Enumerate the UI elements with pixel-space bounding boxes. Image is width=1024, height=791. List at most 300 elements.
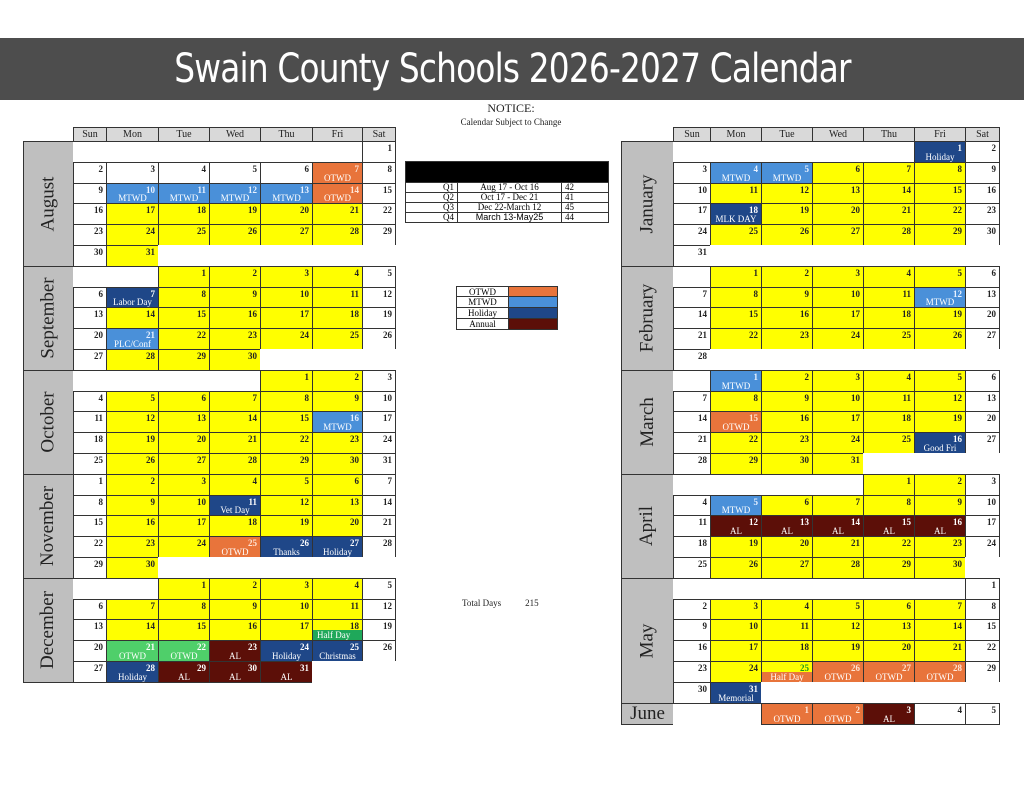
- quarter-range: Aug 17 - Oct 16: [458, 183, 562, 192]
- day-event-label: Vet Day: [220, 505, 250, 516]
- day-cell: [260, 474, 313, 496]
- day-cell: [106, 474, 159, 496]
- day-number: 8: [201, 600, 206, 611]
- legend-item-annual: [456, 319, 558, 330]
- day-number: 28: [383, 538, 392, 549]
- empty-day-cell: [312, 349, 363, 371]
- day-number: 13: [987, 392, 996, 403]
- empty-day-cell: [106, 141, 159, 163]
- day-cell: [73, 183, 107, 205]
- day-number: 27: [987, 434, 996, 445]
- day-number: 9: [804, 288, 809, 299]
- day-cell: [914, 515, 966, 537]
- empty-day-cell: [863, 349, 915, 371]
- day-cell: [209, 453, 261, 475]
- day-cell: [260, 203, 313, 225]
- total-days-value: 215: [525, 598, 539, 608]
- day-cell: [761, 328, 813, 350]
- day-number: 16: [248, 621, 257, 632]
- month-label-february: [621, 266, 674, 371]
- day-cell: [260, 183, 313, 205]
- empty-day-cell: [965, 557, 1000, 579]
- day-cell: [761, 266, 813, 288]
- day-cell: [761, 640, 813, 662]
- total-days-label: Total Days: [462, 598, 502, 608]
- day-cell: [761, 661, 813, 683]
- day-number: 10: [197, 496, 206, 507]
- day-number: 19: [749, 538, 758, 549]
- legend-swatch: [509, 319, 557, 329]
- empty-day-cell: [158, 245, 210, 267]
- quarter-row: [405, 213, 609, 223]
- day-number: 7: [387, 475, 392, 486]
- day-cell: [812, 162, 864, 184]
- weekday-header: Wed: [812, 127, 864, 142]
- day-cell: [965, 287, 1000, 309]
- day-number: 1: [957, 143, 962, 153]
- empty-day-cell: [812, 682, 864, 704]
- day-number: 12: [953, 288, 962, 299]
- day-cell: [914, 183, 966, 205]
- day-number: 3: [150, 163, 155, 174]
- day-cell: [362, 640, 396, 662]
- day-cell: [914, 141, 966, 163]
- day-event-label: AL: [229, 650, 241, 661]
- day-cell: [106, 224, 159, 246]
- day-cell: [863, 474, 915, 496]
- quarter-range: Dec 22-March 12: [458, 203, 562, 212]
- empty-day-cell: [73, 578, 107, 600]
- day-event-label: PLC/Conf: [113, 338, 151, 349]
- day-number: 25: [94, 455, 103, 465]
- weekday-header: Fri: [914, 127, 966, 142]
- day-cell: [260, 495, 313, 517]
- day-cell: [965, 307, 1000, 329]
- day-number: 24: [146, 226, 155, 237]
- day-number: 13: [800, 517, 809, 528]
- day-cell: [362, 328, 396, 350]
- day-cell: [710, 224, 762, 246]
- day-number: 2: [702, 600, 707, 611]
- day-cell: [312, 307, 363, 329]
- day-number: 20: [300, 205, 309, 216]
- day-cell: [209, 287, 261, 309]
- day-number: 9: [150, 496, 155, 507]
- month-label-november: [23, 474, 74, 579]
- day-cell: [710, 328, 762, 350]
- day-event-label: OTWD: [324, 193, 351, 204]
- empty-day-cell: [914, 682, 966, 704]
- day-number: 6: [855, 163, 860, 174]
- day-cell: [863, 536, 915, 558]
- day-number: 1: [201, 579, 206, 590]
- day-number: 17: [146, 205, 155, 216]
- day-cell: [673, 599, 711, 621]
- day-number: 23: [987, 205, 996, 216]
- empty-day-cell: [312, 661, 363, 683]
- day-cell: [73, 515, 107, 537]
- day-number: 31: [146, 247, 155, 257]
- day-cell: [761, 203, 813, 225]
- day-cell: [863, 328, 915, 350]
- day-number: 27: [851, 226, 860, 237]
- day-number: 26: [383, 330, 392, 341]
- day-number: 10: [698, 184, 707, 195]
- weekday-header: Thu: [863, 127, 915, 142]
- day-cell: [710, 599, 762, 621]
- day-number: 30: [800, 455, 809, 465]
- day-number: 6: [98, 288, 103, 299]
- day-cell: [812, 640, 864, 662]
- day-number: 13: [94, 621, 103, 632]
- day-number: 3: [991, 475, 996, 486]
- day-cell: [106, 515, 159, 537]
- day-number: 6: [804, 496, 809, 507]
- month-name: March: [636, 397, 658, 448]
- day-number: 20: [197, 434, 206, 445]
- day-number: 4: [753, 163, 758, 174]
- day-cell: [106, 661, 159, 683]
- day-cell: [312, 432, 363, 454]
- day-cell: [673, 391, 711, 413]
- day-cell: [965, 328, 1000, 350]
- day-cell: [812, 495, 864, 517]
- month-label-june: [621, 703, 674, 725]
- day-number: 8: [98, 496, 103, 507]
- day-cell: [209, 328, 261, 350]
- day-number: 16: [698, 642, 707, 653]
- day-number: 14: [698, 413, 707, 424]
- day-cell: [73, 599, 107, 621]
- day-number: 29: [197, 351, 206, 361]
- empty-day-cell: [965, 682, 1000, 704]
- day-number: 28: [902, 226, 911, 237]
- day-event-label: Holiday: [272, 650, 301, 661]
- day-number: 27: [800, 559, 809, 569]
- day-cell: [863, 495, 915, 517]
- total-days: [462, 598, 539, 608]
- day-cell: [260, 411, 313, 433]
- day-cell: [812, 370, 864, 392]
- empty-day-cell: [710, 578, 762, 600]
- day-cell: [362, 536, 396, 558]
- day-number: 20: [350, 517, 359, 528]
- day-number: 17: [851, 413, 860, 424]
- day-cell: [209, 307, 261, 329]
- day-cell: [863, 599, 915, 621]
- day-number: 16: [987, 184, 996, 195]
- day-number: 11: [248, 496, 257, 507]
- day-cell: [158, 266, 210, 288]
- day-number: 25: [749, 226, 758, 237]
- weekday-header: Sat: [362, 127, 396, 142]
- day-number: 25: [698, 559, 707, 569]
- day-number: 17: [197, 517, 206, 528]
- day-cell: [761, 162, 813, 184]
- day-number: 27: [350, 538, 359, 549]
- day-number: 2: [150, 475, 155, 486]
- day-number: 26: [146, 455, 155, 465]
- day-number: 14: [248, 413, 257, 424]
- day-number: 30: [248, 663, 257, 673]
- empty-day-cell: [362, 661, 396, 683]
- day-cell: [158, 183, 210, 205]
- legend-label: MTWD: [457, 297, 509, 307]
- legend-swatch: [509, 308, 557, 318]
- day-cell: [106, 391, 159, 413]
- day-number: 17: [851, 309, 860, 320]
- empty-day-cell: [863, 682, 915, 704]
- day-cell: [761, 287, 813, 309]
- day-number: 6: [304, 163, 309, 174]
- day-cell: [312, 370, 363, 392]
- day-cell: [158, 661, 210, 683]
- day-number: 4: [354, 579, 359, 590]
- empty-day-cell: [260, 557, 313, 579]
- day-number: 13: [902, 621, 911, 632]
- empty-day-cell: [673, 266, 711, 288]
- day-number: 29: [953, 226, 962, 237]
- day-number: 12: [800, 184, 809, 195]
- day-number: 9: [252, 600, 257, 611]
- day-number: 8: [753, 288, 758, 299]
- day-number: 24: [197, 538, 206, 549]
- day-cell: [812, 599, 864, 621]
- day-cell: [209, 432, 261, 454]
- day-number: 6: [991, 267, 996, 278]
- day-number: 14: [383, 496, 392, 507]
- day-cell: [965, 578, 1000, 600]
- day-cell: [312, 474, 363, 496]
- empty-day-cell: [673, 370, 711, 392]
- day-cell: [673, 203, 711, 225]
- day-number: 23: [248, 330, 257, 341]
- day-cell: [914, 266, 966, 288]
- day-cell: [965, 224, 1000, 246]
- day-number: 19: [851, 642, 860, 653]
- day-number: 17: [749, 642, 758, 653]
- day-number: 29: [902, 559, 911, 569]
- day-number: 30: [698, 683, 707, 694]
- quarters-table-header: [405, 161, 609, 183]
- day-number: 23: [94, 226, 103, 237]
- day-number: 18: [197, 205, 206, 216]
- day-event-label: Thanks: [273, 546, 300, 557]
- weekday-header: Mon: [106, 127, 159, 142]
- day-cell: [158, 453, 210, 475]
- day-cell: [260, 599, 313, 621]
- day-number: 26: [800, 226, 809, 237]
- day-number: 2: [957, 475, 962, 486]
- legend-label: Annual: [457, 319, 509, 329]
- notice-heading: NOTICE:: [487, 101, 535, 115]
- weekday-header: Wed: [209, 127, 261, 142]
- day-cell: [761, 453, 813, 475]
- notice-text: Calendar Subject to Change: [460, 117, 562, 127]
- month-name: November: [37, 486, 59, 567]
- day-number: 5: [991, 704, 996, 715]
- day-number: 11: [800, 621, 809, 632]
- day-cell: [812, 536, 864, 558]
- day-cell: [965, 370, 1000, 392]
- weekday-header: Mon: [710, 127, 762, 142]
- day-event-label: AL: [229, 671, 241, 682]
- day-cell: [158, 599, 210, 621]
- day-number: 17: [300, 309, 309, 320]
- day-cell: [158, 640, 210, 662]
- day-cell: [158, 224, 210, 246]
- weekday-header: Tue: [158, 127, 210, 142]
- day-cell: [73, 349, 107, 371]
- day-number: 24: [851, 434, 860, 445]
- day-cell: [863, 619, 915, 641]
- day-number: 23: [953, 538, 962, 549]
- day-cell: [914, 328, 966, 350]
- month-name: August: [37, 176, 59, 232]
- day-event-label: AL: [280, 671, 293, 682]
- day-cell: [362, 515, 396, 537]
- day-number: 21: [698, 330, 707, 341]
- day-number: 20: [94, 330, 103, 341]
- day-cell: [312, 536, 363, 558]
- day-event-label: OTWD: [722, 422, 750, 433]
- day-number: 16: [953, 517, 962, 528]
- day-cell: [965, 162, 1000, 184]
- day-number: 12: [146, 413, 155, 424]
- day-cell: [965, 203, 1000, 225]
- day-cell: [914, 411, 966, 433]
- day-event-label: OTWD: [324, 172, 351, 183]
- day-cell: [209, 266, 261, 288]
- day-event-label: OTWD: [773, 713, 801, 724]
- day-cell: [710, 640, 762, 662]
- day-cell: [673, 432, 711, 454]
- day-cell: [710, 682, 762, 704]
- day-cell: [914, 557, 966, 579]
- day-cell: [362, 599, 396, 621]
- day-number: 26: [248, 226, 257, 237]
- day-number: 8: [906, 496, 911, 507]
- empty-day-cell: [362, 245, 396, 267]
- legend-swatch: [509, 287, 557, 296]
- day-cell: [863, 391, 915, 413]
- day-number: 19: [383, 621, 392, 632]
- day-number: 7: [702, 288, 707, 299]
- day-number: 24: [300, 330, 309, 341]
- weekday-header: Thu: [260, 127, 313, 142]
- day-cell: [710, 287, 762, 309]
- day-number: 1: [804, 704, 809, 715]
- day-cell: [209, 599, 261, 621]
- day-cell: [209, 578, 261, 600]
- day-cell: [312, 453, 363, 475]
- day-cell: [863, 432, 915, 454]
- day-cell: [362, 578, 396, 600]
- day-event-label: OTWD: [170, 650, 198, 661]
- day-cell: [106, 495, 159, 517]
- day-cell: [863, 411, 915, 433]
- day-event-label: MTWD: [169, 193, 199, 204]
- day-number: 6: [98, 600, 103, 611]
- day-number: 30: [987, 226, 996, 237]
- quarter-label: Q4: [406, 213, 458, 222]
- day-cell: [260, 307, 313, 329]
- day-number: 23: [146, 538, 155, 549]
- day-number: 25: [350, 330, 359, 341]
- empty-day-cell: [209, 557, 261, 579]
- day-number: 10: [851, 392, 860, 403]
- day-cell: [260, 370, 313, 392]
- day-number: 13: [350, 496, 359, 507]
- day-number: 28: [146, 351, 155, 361]
- day-number: 28: [698, 351, 707, 361]
- day-event-label: MTWD: [721, 505, 751, 516]
- day-event-label: OTWD: [824, 713, 852, 724]
- day-cell: [260, 578, 313, 600]
- day-number: 1: [98, 475, 103, 486]
- day-cell: [673, 495, 711, 517]
- day-event-label: Holiday: [925, 151, 955, 162]
- day-cell: [761, 619, 813, 641]
- day-number: 20: [800, 538, 809, 549]
- day-cell: [812, 224, 864, 246]
- day-cell: [673, 619, 711, 641]
- day-number: 2: [991, 143, 996, 153]
- day-number: 19: [800, 205, 809, 216]
- day-cell: [965, 536, 1000, 558]
- empty-day-cell: [710, 703, 762, 725]
- day-cell: [158, 411, 210, 433]
- month-label-september: [23, 266, 74, 371]
- day-cell: [812, 203, 864, 225]
- day-number: 5: [957, 267, 962, 278]
- day-number: 22: [749, 330, 758, 341]
- day-number: 7: [150, 600, 155, 611]
- day-number: 14: [851, 517, 860, 528]
- day-cell: [106, 349, 159, 371]
- day-cell: [965, 703, 1000, 725]
- day-cell: [863, 515, 915, 537]
- weekday-header: Sat: [965, 127, 1000, 142]
- day-cell: [673, 349, 711, 371]
- day-number: 13: [94, 309, 103, 320]
- day-cell: [673, 162, 711, 184]
- day-cell: [812, 432, 864, 454]
- day-event-label: OTWD: [926, 671, 954, 682]
- day-cell: [260, 391, 313, 413]
- day-number: 4: [201, 163, 206, 174]
- day-number: 15: [953, 184, 962, 195]
- day-cell: [761, 391, 813, 413]
- day-number: 27: [197, 455, 206, 465]
- day-cell: [965, 599, 1000, 621]
- day-cell: [209, 619, 261, 641]
- day-cell: [812, 703, 864, 725]
- day-number: 4: [252, 475, 257, 486]
- empty-day-cell: [812, 141, 864, 163]
- day-cell: [914, 391, 966, 413]
- day-number: 21: [698, 434, 707, 445]
- day-event-label: Good Fri: [923, 442, 957, 453]
- day-number: 11: [902, 392, 911, 403]
- month-name: September: [37, 277, 59, 359]
- day-cell: [362, 495, 396, 517]
- day-cell: [312, 328, 363, 350]
- day-number: 31: [698, 247, 707, 257]
- day-number: 8: [387, 163, 392, 174]
- day-number: 20: [987, 413, 996, 424]
- day-number: 1: [201, 267, 206, 278]
